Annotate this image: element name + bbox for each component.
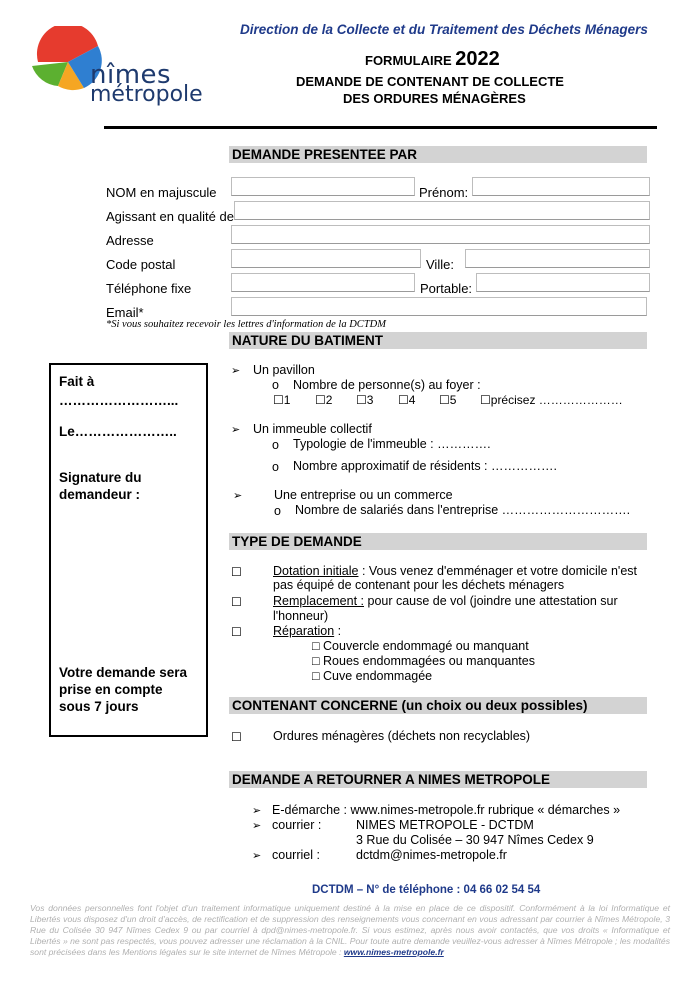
section-requester: DEMANDE PRESENTEE PAR (229, 146, 647, 163)
dotation-title: Dotation initiale (273, 564, 359, 578)
form-prefix: FORMULAIRE (365, 53, 452, 68)
checkbox-remplacement[interactable]: ☐ (231, 595, 242, 609)
checkbox-persons-1[interactable]: ☐1 (273, 393, 291, 407)
label-qualite: Agissant en qualité de (106, 209, 234, 224)
code-postal-field[interactable] (231, 249, 421, 268)
arrow-bullet-icon: ➢ (252, 820, 262, 832)
section-building: NATURE DU BATIMENT (229, 332, 647, 349)
form-title (365, 48, 500, 71)
return-courriel[interactable]: dctdm@nimes-metropole.fr (356, 848, 507, 862)
label-personnes: Nombre de personne(s) au foyer : (293, 378, 481, 392)
remplacement-line2: l'honneur) (273, 609, 329, 623)
precisez-label: précisez ………………… (490, 393, 623, 407)
portable-field[interactable] (476, 273, 650, 292)
checkbox-persons-5[interactable]: ☐5 (439, 393, 457, 407)
arrow-bullet-icon: ➢ (231, 365, 241, 377)
repair-couvercle: Couvercle endommagé ou manquant (323, 639, 529, 653)
remplacement-text: pour cause de vol (joindre une attestation sur (364, 594, 618, 608)
circle-bullet-icon: o (272, 378, 279, 392)
checkbox-ordures-menageres[interactable]: ☐ (231, 730, 242, 744)
return-courrier-label: courrier : (272, 818, 322, 832)
logo-word-metropole: métropole (90, 82, 203, 107)
section-container: CONTENANT CONCERNE (un choix ou deux possibles) (229, 697, 647, 714)
section-request-type: TYPE DE DEMANDE (229, 533, 647, 550)
prenom-field[interactable] (472, 177, 650, 196)
telephone-field[interactable] (231, 273, 415, 292)
ville-field[interactable] (465, 249, 650, 268)
label-salaries: Nombre de salariés dans l'entreprise …………………………. (295, 503, 631, 517)
delay-note-3: sous 7 jours (59, 699, 139, 714)
arrow-bullet-icon: ➢ (252, 805, 262, 817)
footer-phone: DCTDM – N° de téléphone : 04 66 02 54 54 (312, 884, 541, 896)
dotation-line1 (273, 564, 653, 578)
reparation-line (273, 624, 341, 638)
checkbox-couvercle[interactable]: □ Couvercle endommagé ou manquant (312, 639, 529, 653)
repair-roues: Roues endommagées ou manquantes (323, 654, 535, 668)
qualite-field[interactable] (234, 201, 650, 220)
logo-word-nimes: nîmes (90, 60, 172, 90)
choice-4: 4 (408, 393, 416, 407)
checkbox-persons-2[interactable]: ☐2 (315, 393, 333, 407)
label-ville: Ville: (426, 257, 454, 272)
fait-a-label: Fait à (59, 374, 95, 389)
return-courriel-label: courriel : (272, 848, 320, 862)
delay-note-1: Votre demande sera (59, 665, 188, 680)
email-field[interactable] (231, 297, 647, 316)
checkbox-cuve[interactable]: □ Cuve endommagée (312, 669, 433, 683)
delay-note-2: prise en compte (59, 682, 163, 697)
arrow-bullet-icon: ➢ (233, 490, 243, 502)
form-subtitle-line1: DEMANDE DE CONTENANT DE COLLECTE (296, 74, 564, 89)
checkbox-persons-other[interactable]: ☐précisez ………………… (480, 393, 623, 407)
label-typologie: Typologie de l'immeuble : …………. (293, 437, 491, 451)
section-return: DEMANDE A RETOURNER A NIMES METROPOLE (229, 771, 647, 788)
reparation-colon: : (334, 624, 342, 638)
dotation-line2: pas équipé de contenant pour les déchets ménagers (273, 578, 565, 592)
return-courrier-line2: 3 Rue du Colisée – 30 947 Nîmes Cedex 9 (356, 833, 594, 847)
date-label: Le………………….. (59, 424, 177, 439)
label-portable: Portable: (420, 281, 473, 296)
checkbox-persons-4[interactable]: ☐4 (398, 393, 416, 407)
nom-field[interactable] (231, 177, 415, 196)
legal-text: Vos données personnelles font l'objet d'un traitement informatique uniquement destiné à la mise en place de ce dispositif. Conformément à la loi Informatique et Libertés vous disposez d'un droit d'accès, de rectification et de suppression des renseignements vous concernant en vous adressant par courrier à Nîmes Métropole, 3 Rue du Colisée 30 947 Nîmes Cedex 9 ou par courriel à dpd@nimes-metropole.fr. Si vous estimez, après nous avoir contactés, que vos droits « Informatique et Libertés » ne sont pas respectés, vous pouvez adresser une réclamation à la CNIL. Pour toute autre demande veuillez-vous adresser à Nîmes Métropole ; les modalités sont précisées dans les Mentions légales sur le site internet de Nîmes Métropole : (30, 903, 670, 957)
checkbox-persons-3[interactable]: ☐3 (356, 393, 374, 407)
label-adresse: Adresse (106, 233, 154, 248)
remplacement-line1 (273, 594, 653, 608)
label-residents: Nombre approximatif de résidents : ……………. (293, 459, 557, 473)
circle-bullet-icon: o (274, 504, 281, 518)
signature-box (49, 363, 208, 737)
remplacement-title: Remplacement : (273, 594, 365, 608)
arrow-bullet-icon: ➢ (231, 424, 241, 436)
circle-bullet-icon: o (272, 438, 279, 452)
label-prenom: Prénom: (419, 185, 469, 200)
checkbox-roues[interactable]: □ Roues endommagées ou manquantes (312, 654, 535, 668)
legal-notice (30, 903, 670, 958)
label-email: Email* (106, 305, 144, 320)
option-pavillon: Un pavillon (253, 363, 315, 377)
header-divider (104, 126, 657, 129)
adresse-field[interactable] (231, 225, 650, 244)
signature-label-2: demandeur : (59, 487, 141, 502)
direction-title: Direction de la Collecte et du Traitement des Déchets Ménagers (240, 22, 648, 37)
option-immeuble: Un immeuble collectif (253, 422, 372, 436)
email-note: *Si vous souhaitez recevoir les lettres d'information de la DCTDM (106, 319, 386, 330)
form-year: 2022 (455, 48, 500, 70)
form-subtitle-line2: DES ORDURES MÉNAGÈRES (343, 91, 526, 106)
option-entreprise: Une entreprise ou un commerce (274, 488, 453, 502)
choice-5: 5 (449, 393, 457, 407)
return-courrier-line1: NIMES METROPOLE - DCTDM (356, 818, 534, 832)
repair-cuve: Cuve endommagée (323, 669, 433, 683)
checkbox-reparation[interactable]: ☐ (231, 625, 242, 639)
label-ordures-menageres: Ordures ménagères (déchets non recyclables) (273, 729, 531, 743)
choice-2: 2 (325, 393, 333, 407)
return-edemarche: E-démarche : www.nimes-metropole.fr rubrique « démarches » (272, 803, 621, 817)
choice-3: 3 (366, 393, 374, 407)
checkbox-dotation[interactable]: ☐ (231, 565, 242, 579)
dotation-text: : Vous venez d'emménager et votre domicile n'est (358, 564, 637, 578)
circle-bullet-icon: o (272, 460, 279, 474)
label-nom: NOM en majuscule (106, 185, 217, 200)
label-telephone: Téléphone fixe (106, 281, 192, 296)
choice-1: 1 (283, 393, 291, 407)
arrow-bullet-icon: ➢ (252, 850, 262, 862)
legal-website-link[interactable]: www.nimes-metropole.fr (343, 947, 444, 957)
fait-a-dots: ……………………... (59, 393, 179, 408)
reparation-title: Réparation (273, 624, 335, 638)
signature-label-1: Signature du (59, 470, 142, 485)
label-code-postal: Code postal (106, 257, 176, 272)
